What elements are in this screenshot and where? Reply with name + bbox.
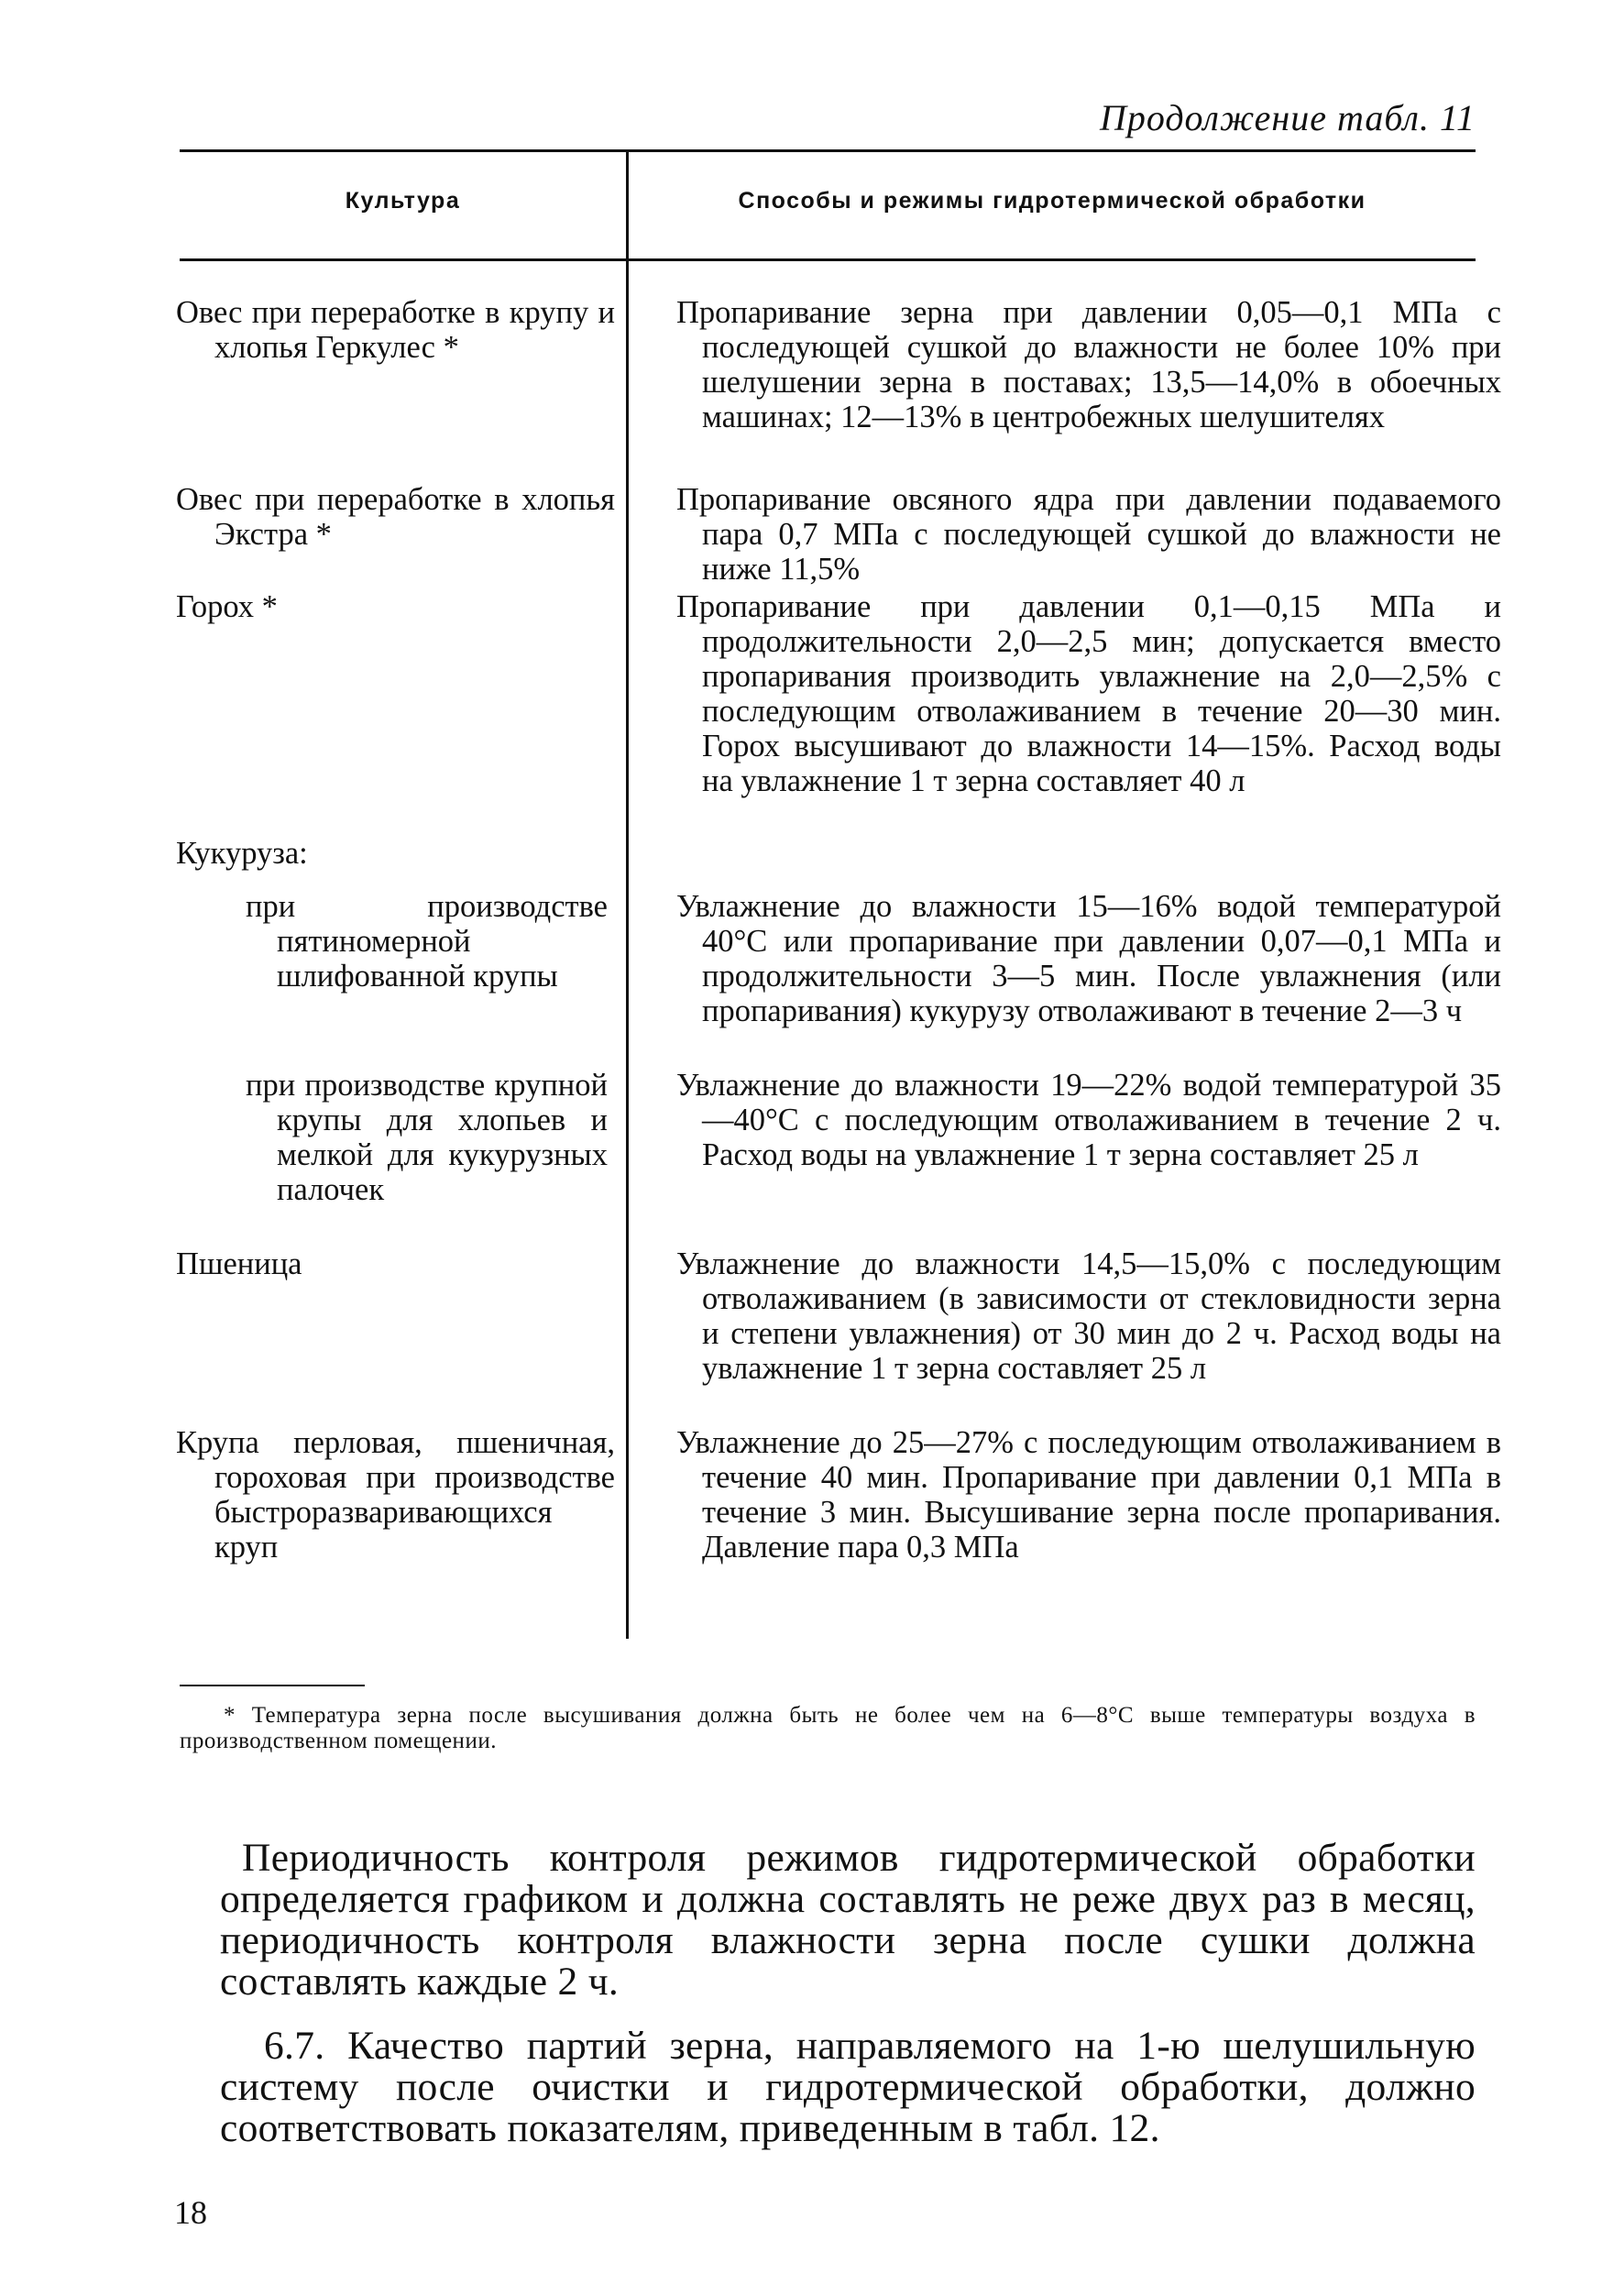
body-paragraph: Периодичность контроля режимов гидротермической обработки определяется графиком и должна составлять не реже двух раз в месяц, периодичность контроля влажности зерна после сушки должна составлять каждые 2 ч. bbox=[220, 1836, 1476, 2004]
table-column-divider bbox=[626, 149, 629, 1639]
table-continuation-label: Продолжение табл. 11 bbox=[1099, 97, 1476, 138]
column-header-culture: Культура bbox=[345, 188, 461, 214]
table-top-rule bbox=[180, 149, 1476, 152]
table-cell-culture: Крупа перловая, пшеничная, гороховая при производстве быстроразваривающихся круп bbox=[176, 1425, 615, 1565]
page-number: 18 bbox=[174, 2194, 207, 2231]
column-header-methods: Способы и режимы гидротермической обработки bbox=[738, 188, 1366, 214]
table-cell-method: Увлажнение до влажности 15—16% водой температурой 40°С или пропаривание при давлении 0,07—0,1 МПа и продолжительности 3—5 мин. После увлажнения (или пропаривания) кукурузу отволаживают в течение 2—3 ч bbox=[676, 889, 1501, 1028]
table-cell-method: Увлажнение до влажности 14,5—15,0% с последующим отволаживанием (в зависимости от стекловидности зерна и степени увлажнения) от 30 мин до 2 ч. Расход воды на увлажнение 1 т зерна составляет 25 л bbox=[676, 1246, 1501, 1386]
table-cell-method: Увлажнение до влажности 19—22% водой температурой 35—40°С с последующим отволаживанием в течение 2 ч. Расход воды на увлажнение 1 т зерна составляет 25 л bbox=[676, 1068, 1501, 1172]
body-paragraph-6-7: 6.7. Качество партий зерна, направляемого на 1-ю шелушильную систему после очистки и гидротермической обработки, должно соответствовать показателям, приведенным в табл. 12. bbox=[220, 2024, 1476, 2150]
table-footnote: * Температура зерна после высушивания должна быть не более чем на 6—8°С выше температуры воздуха в производственном помещении. bbox=[180, 1703, 1476, 1753]
footnote-separator bbox=[180, 1685, 365, 1686]
table-cell-method: Увлажнение до 25—27% с последующим отволаживанием в течение 40 мин. Пропаривание при давлении 0,1 МПа в течение 3 мин. Высушивание зерна после пропаривания. Давление пара 0,3 МПа bbox=[676, 1425, 1501, 1565]
table-cell-culture-subitem: при производстве крупной крупы для хлопьев и мелкой для кукурузных палочек bbox=[246, 1068, 608, 1207]
table-cell-culture: Горох * bbox=[176, 589, 278, 624]
table-cell-culture: Овес при переработке в крупу и хлопья Геркулес * bbox=[176, 295, 615, 365]
table-cell-method: Пропаривание при давлении 0,1—0,15 МПа и продолжительности 2,0—2,5 мин; допускается вместо пропаривания производить увлажнение на 2,0—2,5% с последующим отволаживанием в течение 20—30 мин. Горох высушивают до влажности 14—15%. Расход воды на увлажнение 1 т зерна составляет 40 л bbox=[676, 589, 1501, 798]
table-cell-culture: Овес при переработке в хлопья Экстра * bbox=[176, 482, 615, 552]
table-cell-method: Пропаривание овсяного ядра при давлении подаваемого пара 0,7 МПа с последующей сушкой до влажности не ниже 11,5% bbox=[676, 482, 1501, 587]
table-cell-method: Пропаривание зерна при давлении 0,05—0,1 МПа с последующей сушкой до влажности не более 10% при шелушении зерна в поставах; 13,5—14,0% в обоечных машинах; 12—13% в центробежных шелушителях bbox=[676, 295, 1501, 434]
table-cell-culture-group: Кукуруза: bbox=[176, 836, 308, 871]
table-header-rule bbox=[180, 258, 1476, 261]
table-cell-culture: Пшеница bbox=[176, 1246, 302, 1281]
table-cell-culture-subitem: при производстве пятиномерной шлифованной крупы bbox=[246, 889, 608, 994]
